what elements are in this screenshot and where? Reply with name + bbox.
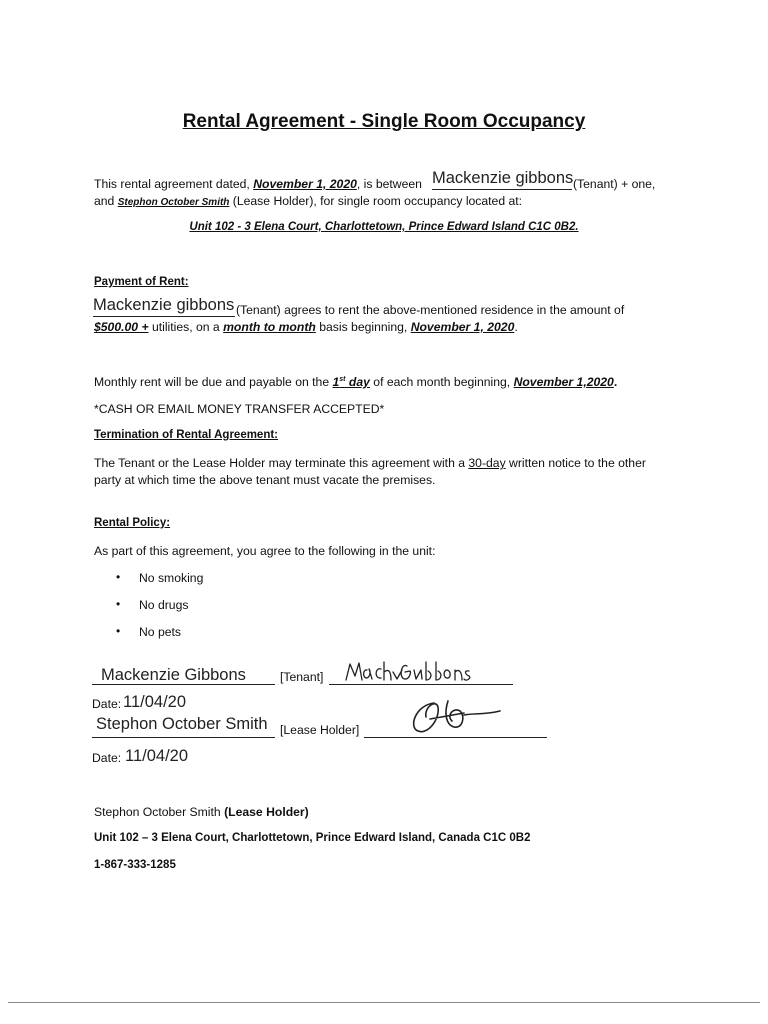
intro-tenant-suffix: (Tenant) + one, (573, 177, 656, 191)
lease-holder-label: [Lease Holder] (280, 723, 360, 737)
policy-intro: As part of this agreement, you agree to the following in the unit: (94, 544, 436, 558)
termination-line-2: party at which time the above tenant must vacate the premises. (94, 473, 436, 487)
due-line (94, 376, 617, 388)
payment-line-2 (94, 321, 518, 333)
lease-holder-signature-line (364, 737, 547, 738)
due-day (333, 375, 370, 389)
policy-item: No drugs (139, 598, 189, 612)
document-title: Rental Agreement - Single Room Occupancy (182, 111, 586, 132)
policy-heading: Rental Policy: (94, 517, 171, 529)
footer-phone: 1-867-333-1285 (94, 859, 176, 871)
bullet-icon: • (116, 597, 121, 611)
lease-holder-printed-name: Stephon October Smith (96, 715, 268, 733)
intro-text: This rental agreement dated, (94, 177, 254, 191)
rent-start-date: November 1, 2020 (410, 320, 515, 334)
payment-text: basis beginning, (315, 320, 411, 334)
payment-text-1: (Tenant) agrees to rent the above-mentioned residence in the amount of (236, 303, 625, 317)
lease-holder-name: Stephon October Smith (117, 197, 230, 208)
lease-holder-signature (404, 697, 506, 737)
payment-text: utilities, on a (148, 320, 224, 334)
termination-text: The Tenant or the Lease Holder may terminate this agreement with a (94, 456, 469, 470)
tenant-printed-name: Mackenzie Gibbons (101, 666, 246, 684)
termination-heading: Termination of Rental Agreement: (94, 429, 279, 441)
due-start-date: November 1,2020 (513, 375, 614, 390)
rent-amount: $500.00 + (94, 320, 149, 334)
policy-item: No pets (139, 625, 182, 639)
termination-line-1 (94, 457, 646, 469)
footer-address: Unit 102 – 3 Elena Court, Charlottetown, Prince Edward Island, Canada C1C 0B2 (94, 832, 531, 844)
intro-text: , is between (356, 177, 422, 191)
tenant-name-line (92, 684, 275, 685)
intro-text: and (94, 194, 118, 208)
agreement-date: November 1, 2020 (253, 177, 357, 191)
lease-holder-name-line (92, 737, 275, 738)
lease-holder-sign-date: 11/04/20 (125, 747, 189, 765)
bullet-icon: • (116, 624, 121, 638)
due-text: Monthly rent will be due and payable on the (94, 375, 333, 390)
tenant-name-handwritten: Mackenzie gibbons (432, 169, 574, 187)
intro-text: (Lease Holder), for single room occupancy located at: (229, 194, 523, 208)
due-text: of each month beginning, (369, 375, 514, 390)
footer-name: Stephon October Smith (94, 805, 225, 819)
due-text: . (613, 375, 618, 390)
payment-tenant-line (93, 316, 235, 317)
bullet-icon: • (116, 570, 121, 584)
payment-heading: Payment of Rent: (94, 276, 189, 288)
termination-text: written notice to the other (505, 456, 646, 470)
payment-tenant-handwritten: Mackenzie gibbons (93, 296, 235, 314)
payment-text: . (514, 320, 518, 334)
tenant-signature (343, 658, 485, 686)
policy-item: No smoking (139, 571, 204, 585)
intro-line-2 (94, 195, 522, 208)
date-label: Date: (92, 751, 122, 765)
due-day-suffix: st (339, 376, 346, 383)
due-day-number: 1 (332, 375, 340, 390)
footer-role: (Lease Holder) (224, 805, 309, 819)
footer-name-line (94, 806, 309, 818)
tenant-label: [Tenant] (280, 670, 324, 684)
due-day-word: day (345, 375, 370, 390)
payment-methods: *CASH OR EMAIL MONEY TRANSFER ACCEPTED* (94, 402, 385, 416)
page-divider (8, 1002, 760, 1003)
tenant-name-line (432, 189, 572, 190)
rent-term: month to month (223, 320, 316, 334)
notice-period: 30-day (468, 456, 506, 470)
date-label: Date: (92, 697, 122, 711)
tenant-sign-date: 11/04/20 (123, 693, 187, 711)
intro-line-1 (94, 178, 422, 190)
property-address: Unit 102 - 3 Elena Court, Charlottetown, Prince Edward Island C1C 0B2. (189, 221, 579, 233)
